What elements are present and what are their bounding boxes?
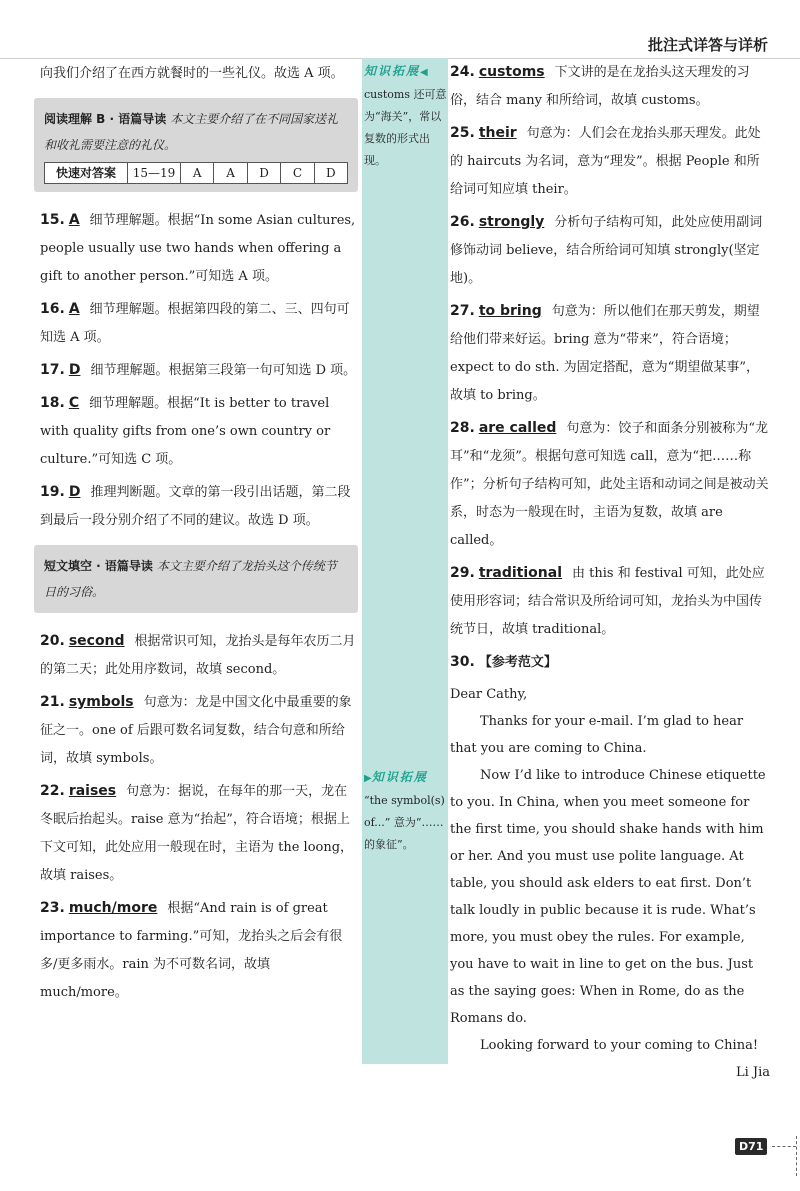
margin-note-1	[364, 60, 448, 172]
item-answer: raises	[68, 783, 117, 799]
item-answer: A	[68, 301, 80, 317]
item-answer: are called	[478, 420, 557, 436]
answer-entry	[40, 356, 358, 385]
essay-paragraph: Now I’d like to introduce Chinese etiquette to you. In China, when you meet someone for the first time, you should shake hands with him or her. And you must use polite language. At table, you should ask elders to eat first. Don’t talk loudly in public because it is rude. What’s more, you must obey the rules. For example, you have to wait in line to get on the bus. Just as the saying goes: When in Rome, do as the Romans do.	[450, 768, 766, 1026]
answer-entry	[40, 894, 358, 1007]
item-explanation: 细节理解题。根据“It is better to travel with quality gifts from one’s own country or culture.”可知选 C 项。	[40, 396, 331, 467]
answer-entry	[450, 414, 770, 555]
item-explanation: 细节理解题。根据第三段第一句可知选 D 项。	[90, 363, 357, 378]
page-header-title: 批注式详答与详析	[647, 36, 768, 54]
item-explanation: 由 this 和 festival 可知，此处应使用形容词；结合常识及所给词可知，龙抬头为中国传统节日，故填 traditional。	[450, 566, 765, 637]
essay-greeting: Dear Cathy,	[450, 687, 528, 702]
item-answer: traditional	[478, 565, 562, 581]
page-corner-decoration	[772, 1146, 796, 1147]
quick-answer-cell: A	[181, 163, 214, 183]
item-number: 15.	[40, 212, 65, 228]
answer-entry	[450, 297, 770, 410]
essay-paragraph: Thanks for your e-mail. I’m glad to hear that you are coming to China.	[450, 714, 744, 756]
answer-entry	[40, 478, 358, 535]
margin-note-strip	[362, 58, 448, 1064]
quick-answer-range: 15—19	[128, 163, 181, 183]
answer-entry	[40, 688, 358, 773]
essay-heading	[450, 648, 770, 677]
item-number: 26.	[450, 214, 475, 230]
answer-entry	[40, 627, 358, 684]
item-explanation: 下文讲的是在龙抬头这天理发的习俗，结合 many 和所给词，故填 customs。	[450, 65, 750, 108]
item-explanation: 句意为：据说，在每年的那一天，龙在冬眠后抬起头。raise 意为“抬起”，符合语境；根据上下文可知，此处应用一般现在时，主语为 the loong，故填 raises。	[40, 784, 354, 883]
item-explanation: 推理判断题。文章的第一段引出话题，第二段到最后一段分别介绍了不同的建议。故选 D 项。	[40, 485, 351, 528]
essay-paragraph: Looking forward to your coming to China!	[480, 1038, 759, 1053]
item-answer: their	[478, 125, 517, 141]
item-number: 27.	[450, 303, 475, 319]
reading-guide-label: 阅读理解 B · 语篇导读	[44, 112, 167, 126]
item-answer: D	[68, 484, 81, 500]
margin-note-2	[364, 766, 448, 856]
essay-label: 【参考范文】	[478, 655, 557, 670]
answer-entry	[450, 58, 770, 115]
quick-answer-cell: D	[326, 166, 336, 180]
item-explanation: 分析句子结构可知，此处应使用副词修饰动词 believe，结合所给词可知填 strongly(坚定地)。	[450, 215, 763, 286]
item-explanation: 句意为：龙是中国文化中最重要的象征之一。one of 后跟可数名词复数，结合句意和所给词，故填 symbols。	[40, 695, 352, 766]
right-column	[450, 58, 770, 1086]
item-number: 23.	[40, 900, 65, 916]
item-explanation: 根据常识可知，龙抬头是每年农历二月的第二天；此处用序数词，故填 second。	[40, 634, 356, 677]
answer-entry	[40, 389, 358, 474]
quick-answer-cell: C	[281, 163, 314, 183]
item-answer: second	[68, 633, 125, 649]
arrow-icon: ▶	[364, 773, 372, 784]
item-explanation: 句意为：所以他们在那天剪发，期望给他们带来好运。bring 意为“带来”，符合语境；expect to do sth. 为固定搭配，意为“期望做某事”，故填 to bring。	[450, 304, 760, 403]
item-number: 17.	[40, 362, 65, 378]
margin-note-title: 知识拓展	[364, 64, 421, 78]
model-essay	[450, 681, 770, 1086]
answer-entry	[40, 295, 358, 352]
answer-entry	[40, 777, 358, 890]
item-answer: A	[68, 212, 80, 228]
item-explanation: 句意为：人们会在龙抬头那天理发。此处的 haircuts 为名词，意为“理发”。根据 People 和所给词可知应填 their。	[450, 126, 761, 197]
item-number: 30.	[450, 654, 475, 670]
arrow-icon: ◀	[420, 67, 428, 78]
item-number: 29.	[450, 565, 475, 581]
page-corner-decoration	[796, 1136, 797, 1176]
answer-entry	[450, 559, 770, 644]
quick-answer-cell: D	[248, 163, 281, 183]
item-number: 20.	[40, 633, 65, 649]
margin-note-title: 知识拓展	[371, 770, 428, 784]
answer-entry	[450, 119, 770, 204]
item-explanation: 句意为：饺子和面条分别被称为“龙耳”和“龙须”。根据句意可知选 call，意为“把……称作”；分析句子结构可知，此处主语和动词之间是被动关系，时态为一般现在时，主语为复数，故填 are called。	[450, 421, 769, 548]
answer-entry	[40, 206, 358, 291]
item-number: 24.	[450, 64, 475, 80]
page-number: D71	[735, 1138, 767, 1155]
item-explanation: 细节理解题。根据第四段的第二、三、四句可知选 A 项。	[40, 302, 350, 345]
item-answer: D	[68, 362, 81, 378]
quick-answer-header: 快速对答案	[45, 163, 128, 183]
quick-answer-cell: A	[214, 163, 247, 183]
reading-guide-box	[34, 98, 358, 192]
essay-signature: Li Jia	[735, 1065, 770, 1080]
cloze-guide-label: 短文填空 · 语篇导读	[44, 559, 153, 573]
answer-entry	[450, 208, 770, 293]
item-answer: much/more	[68, 900, 158, 916]
cloze-guide-box	[34, 545, 358, 613]
quick-answer-table	[44, 162, 348, 184]
item-explanation: 细节理解题。根据“In some Asian cultures, people usually use two hands when offering a gift to another person.”可知选 A 项。	[40, 213, 356, 284]
margin-note-text: “the symbol(s) of...” 意为“……的象征”。	[364, 794, 445, 851]
cloze-guide-text: 本文主要介绍了龙抬头这个传统节日的习俗。	[44, 559, 337, 599]
item-answer: symbols	[68, 694, 134, 710]
item-number: 16.	[40, 301, 65, 317]
item-answer: customs	[478, 64, 545, 80]
item-explanation: 根据“And rain is of great importance to farming.”可知，龙抬头之后会有很多/更多雨水。rain 为不可数名词，故填 much/more。	[40, 901, 343, 1000]
item-number: 19.	[40, 484, 65, 500]
left-column	[40, 60, 358, 1011]
item-number: 25.	[450, 125, 475, 141]
item-number: 28.	[450, 420, 475, 436]
item-number: 22.	[40, 783, 65, 799]
item-answer: C	[68, 395, 80, 411]
intro-text: 向我们介绍了在西方就餐时的一些礼仪。故选 A 项。	[40, 66, 344, 81]
item-answer: to bring	[478, 303, 542, 319]
item-answer: strongly	[478, 214, 545, 230]
margin-note-text: customs 还可意为“海关”，常以复数的形式出现。	[364, 88, 447, 167]
item-number: 21.	[40, 694, 65, 710]
item-number: 18.	[40, 395, 65, 411]
reading-guide-text: 本文主要介绍了在不同国家送礼和收礼需要注意的礼仪。	[44, 112, 339, 152]
